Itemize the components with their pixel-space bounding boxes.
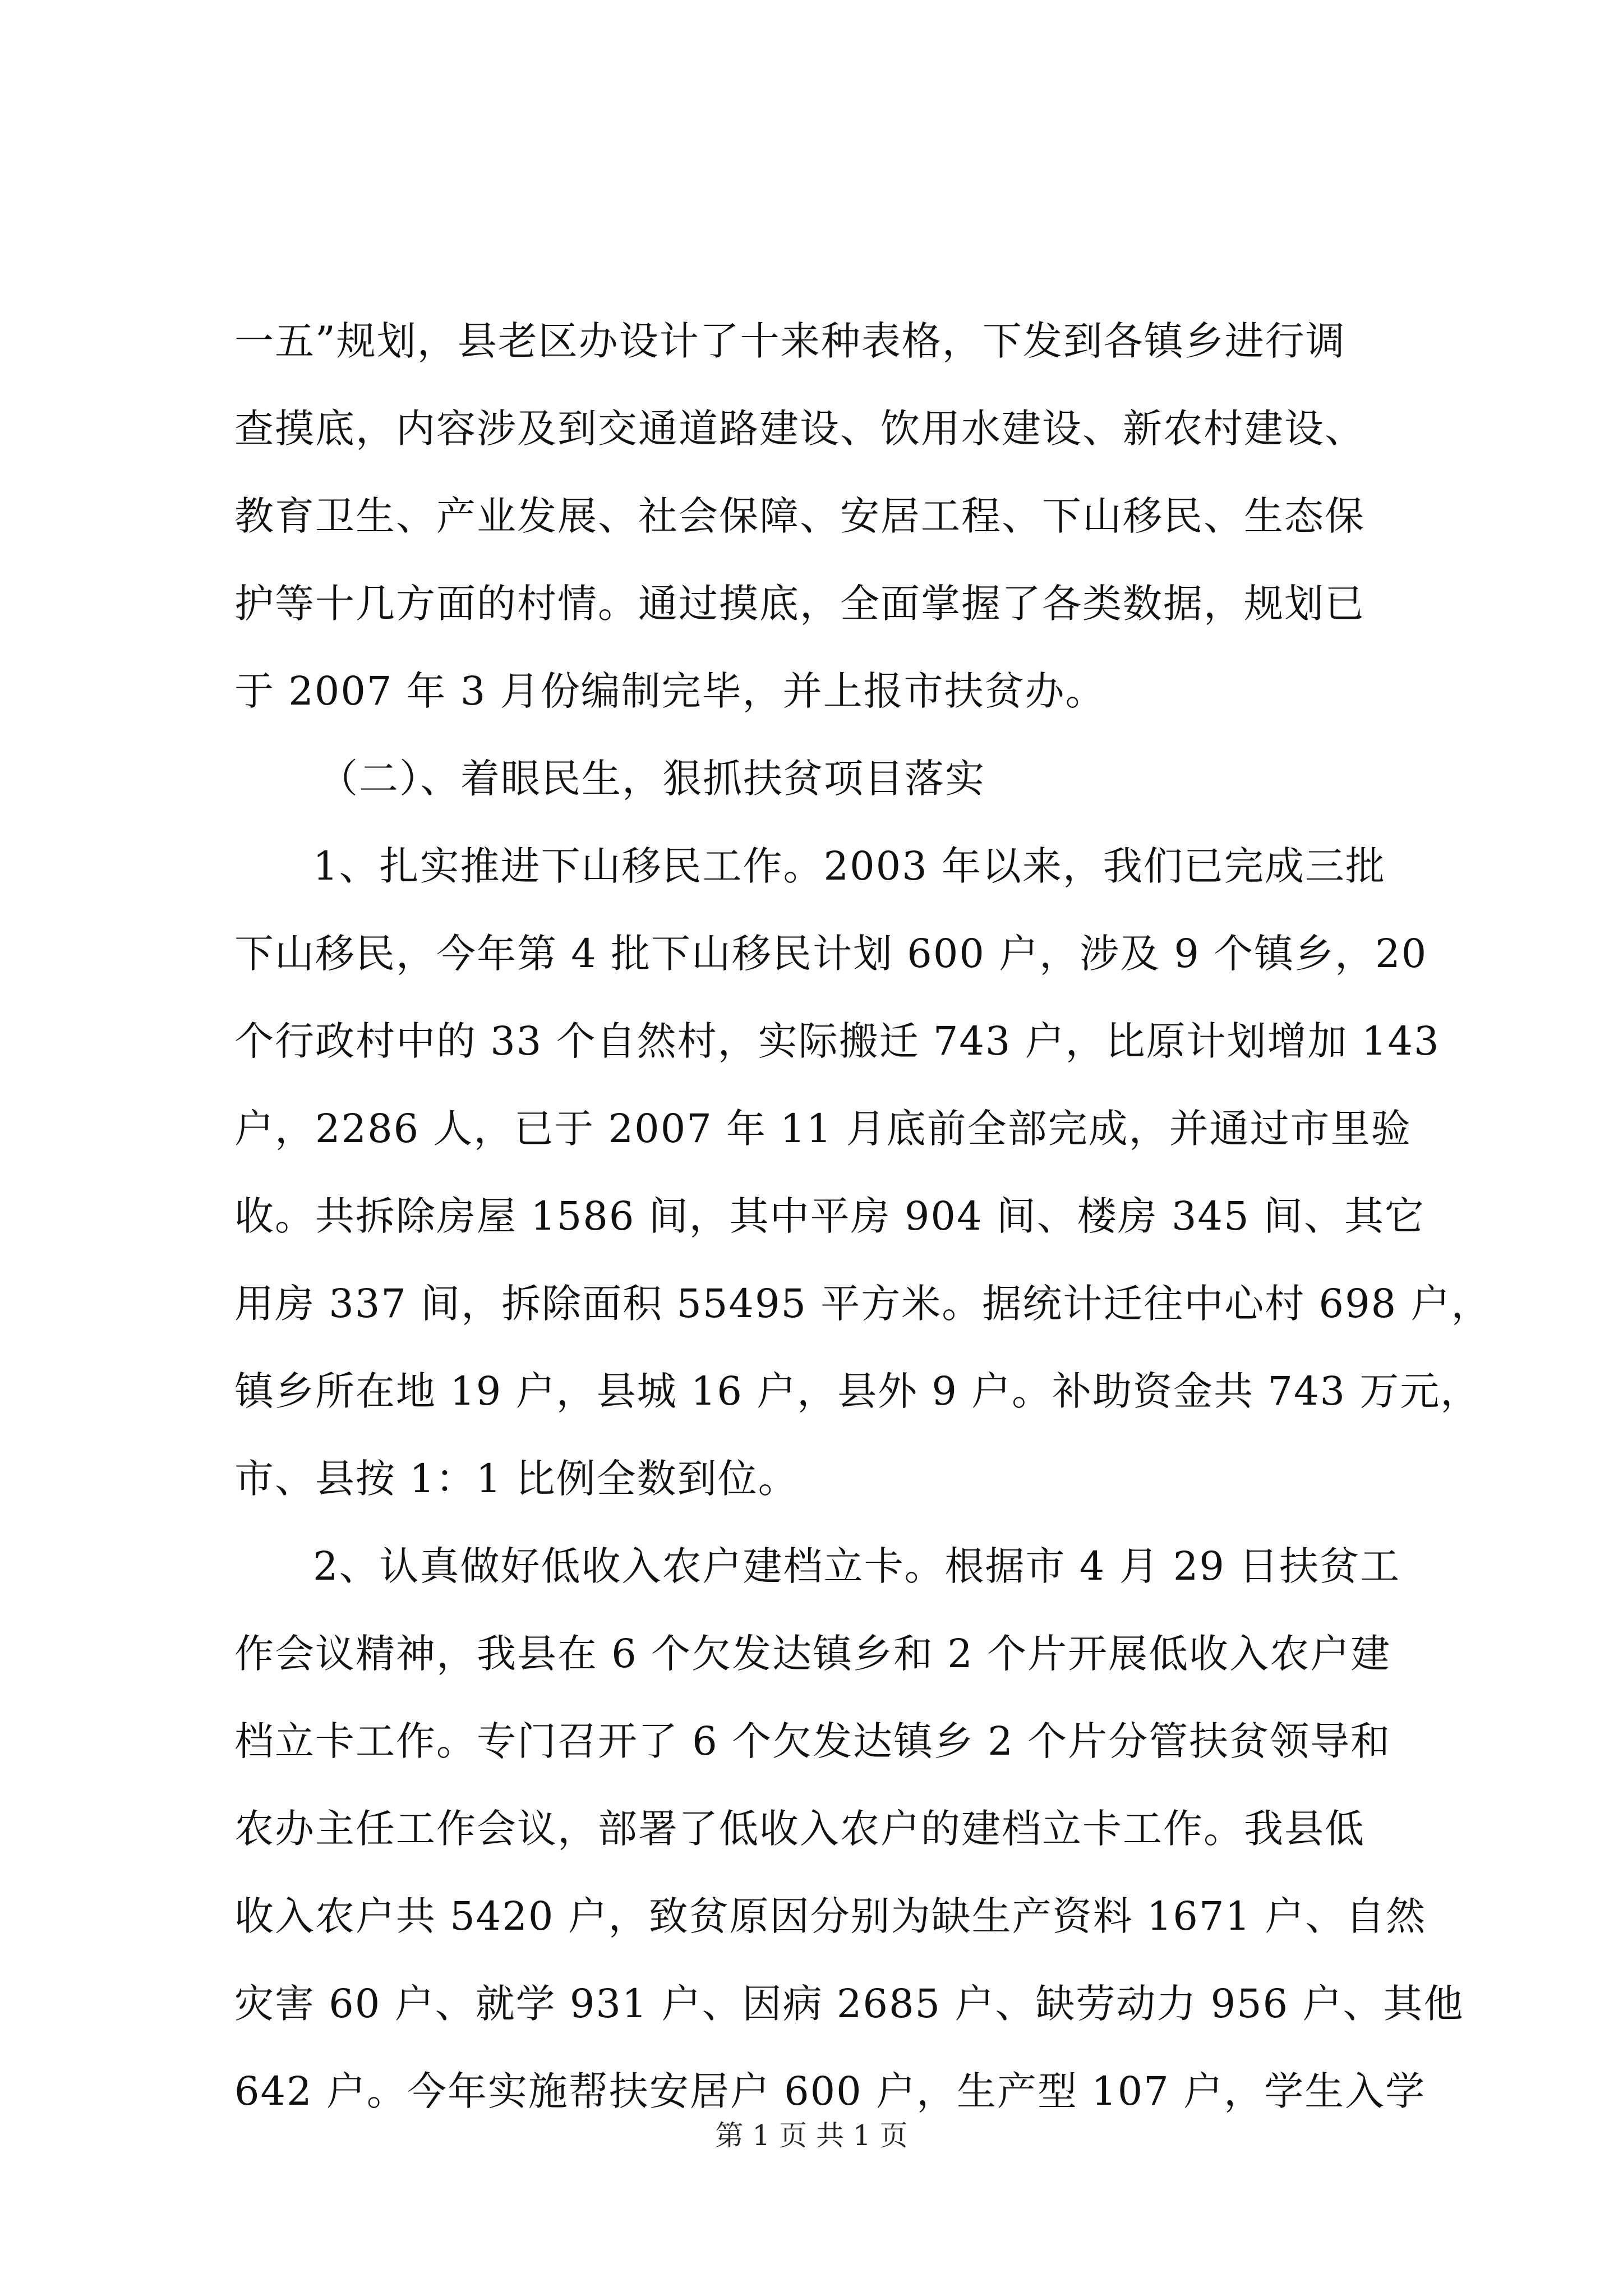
paragraph-first-line: 1、扎实推进下山移民工作。2003 年以来，我们已完成三批 (313, 843, 1386, 889)
text-line: 农办主任工作会议，部署了低收入农户的建档立卡工作。我县低 (234, 1806, 1365, 1852)
paragraph-first-line: 2、认真做好低收入农户建档立卡。根据市 4 月 29 日扶贫工 (313, 1543, 1401, 1589)
text-line: 于 2007 年 3 月份编制完毕，并上报市扶贫办。 (234, 668, 1106, 714)
text-line: 收入农户共 5420 户，致贫原因分别为缺生产资料 1671 户、自然 (234, 1893, 1427, 1939)
text-line: 个行政村中的 33 个自然村，实际搬迁 743 户，比原计划增加 143 (234, 1018, 1440, 1064)
text-line: 档立卡工作。专门召开了 6 个欠发达镇乡 2 个片分管扶贫领导和 (234, 1718, 1391, 1764)
section-heading: （二）、着眼民生，狠抓扶贫项目落实 (319, 756, 985, 802)
text-line: 户，2286 人，已于 2007 年 11 月底前全部完成，并通过市里验 (234, 1106, 1412, 1152)
text-line: 教育卫生、产业发展、社会保障、安居工程、下山移民、生态保 (234, 493, 1365, 539)
text-line: 下山移民，今年第 4 批下山移民计划 600 户，涉及 9 个镇乡，20 (234, 931, 1428, 977)
page-footer: 第 1 页 共 1 页 (715, 2119, 908, 2152)
document-body (234, 297, 1492, 2135)
text-line: 灾害 60 户、就学 931 户、因病 2685 户、缺劳动力 956 户、其他 (234, 1981, 1464, 2027)
text-line: 镇乡所在地 19 户，县城 16 户，县外 9 户。补助资金共 743 万元， (234, 1368, 1481, 1414)
text-line: 作会议精神，我县在 6 个欠发达镇乡和 2 个片开展低收入农户建 (234, 1631, 1391, 1677)
text-line: 市、县按 1：1 比例全数到位。 (234, 1456, 799, 1502)
text-line: 一五”规划，县老区办设计了十来种表格，下发到各镇乡进行调 (234, 318, 1346, 364)
text-line: 护等十几方面的村情。通过摸底，全面掌握了各类数据，规划已 (234, 581, 1365, 627)
text-line: 查摸底，内容涉及到交通道路建设、饮用水建设、新农村建设、 (234, 406, 1365, 452)
text-line: 收。共拆除房屋 1586 间，其中平房 904 间、楼房 345 间、其它 (234, 1193, 1425, 1239)
text-line: 用房 337 间，拆除面积 55495 平方米。据统计迁往中心村 698 户， (234, 1281, 1492, 1327)
text-line: 642 户。今年实施帮扶安居户 600 户，生产型 107 户，学生入学 (234, 2068, 1426, 2114)
